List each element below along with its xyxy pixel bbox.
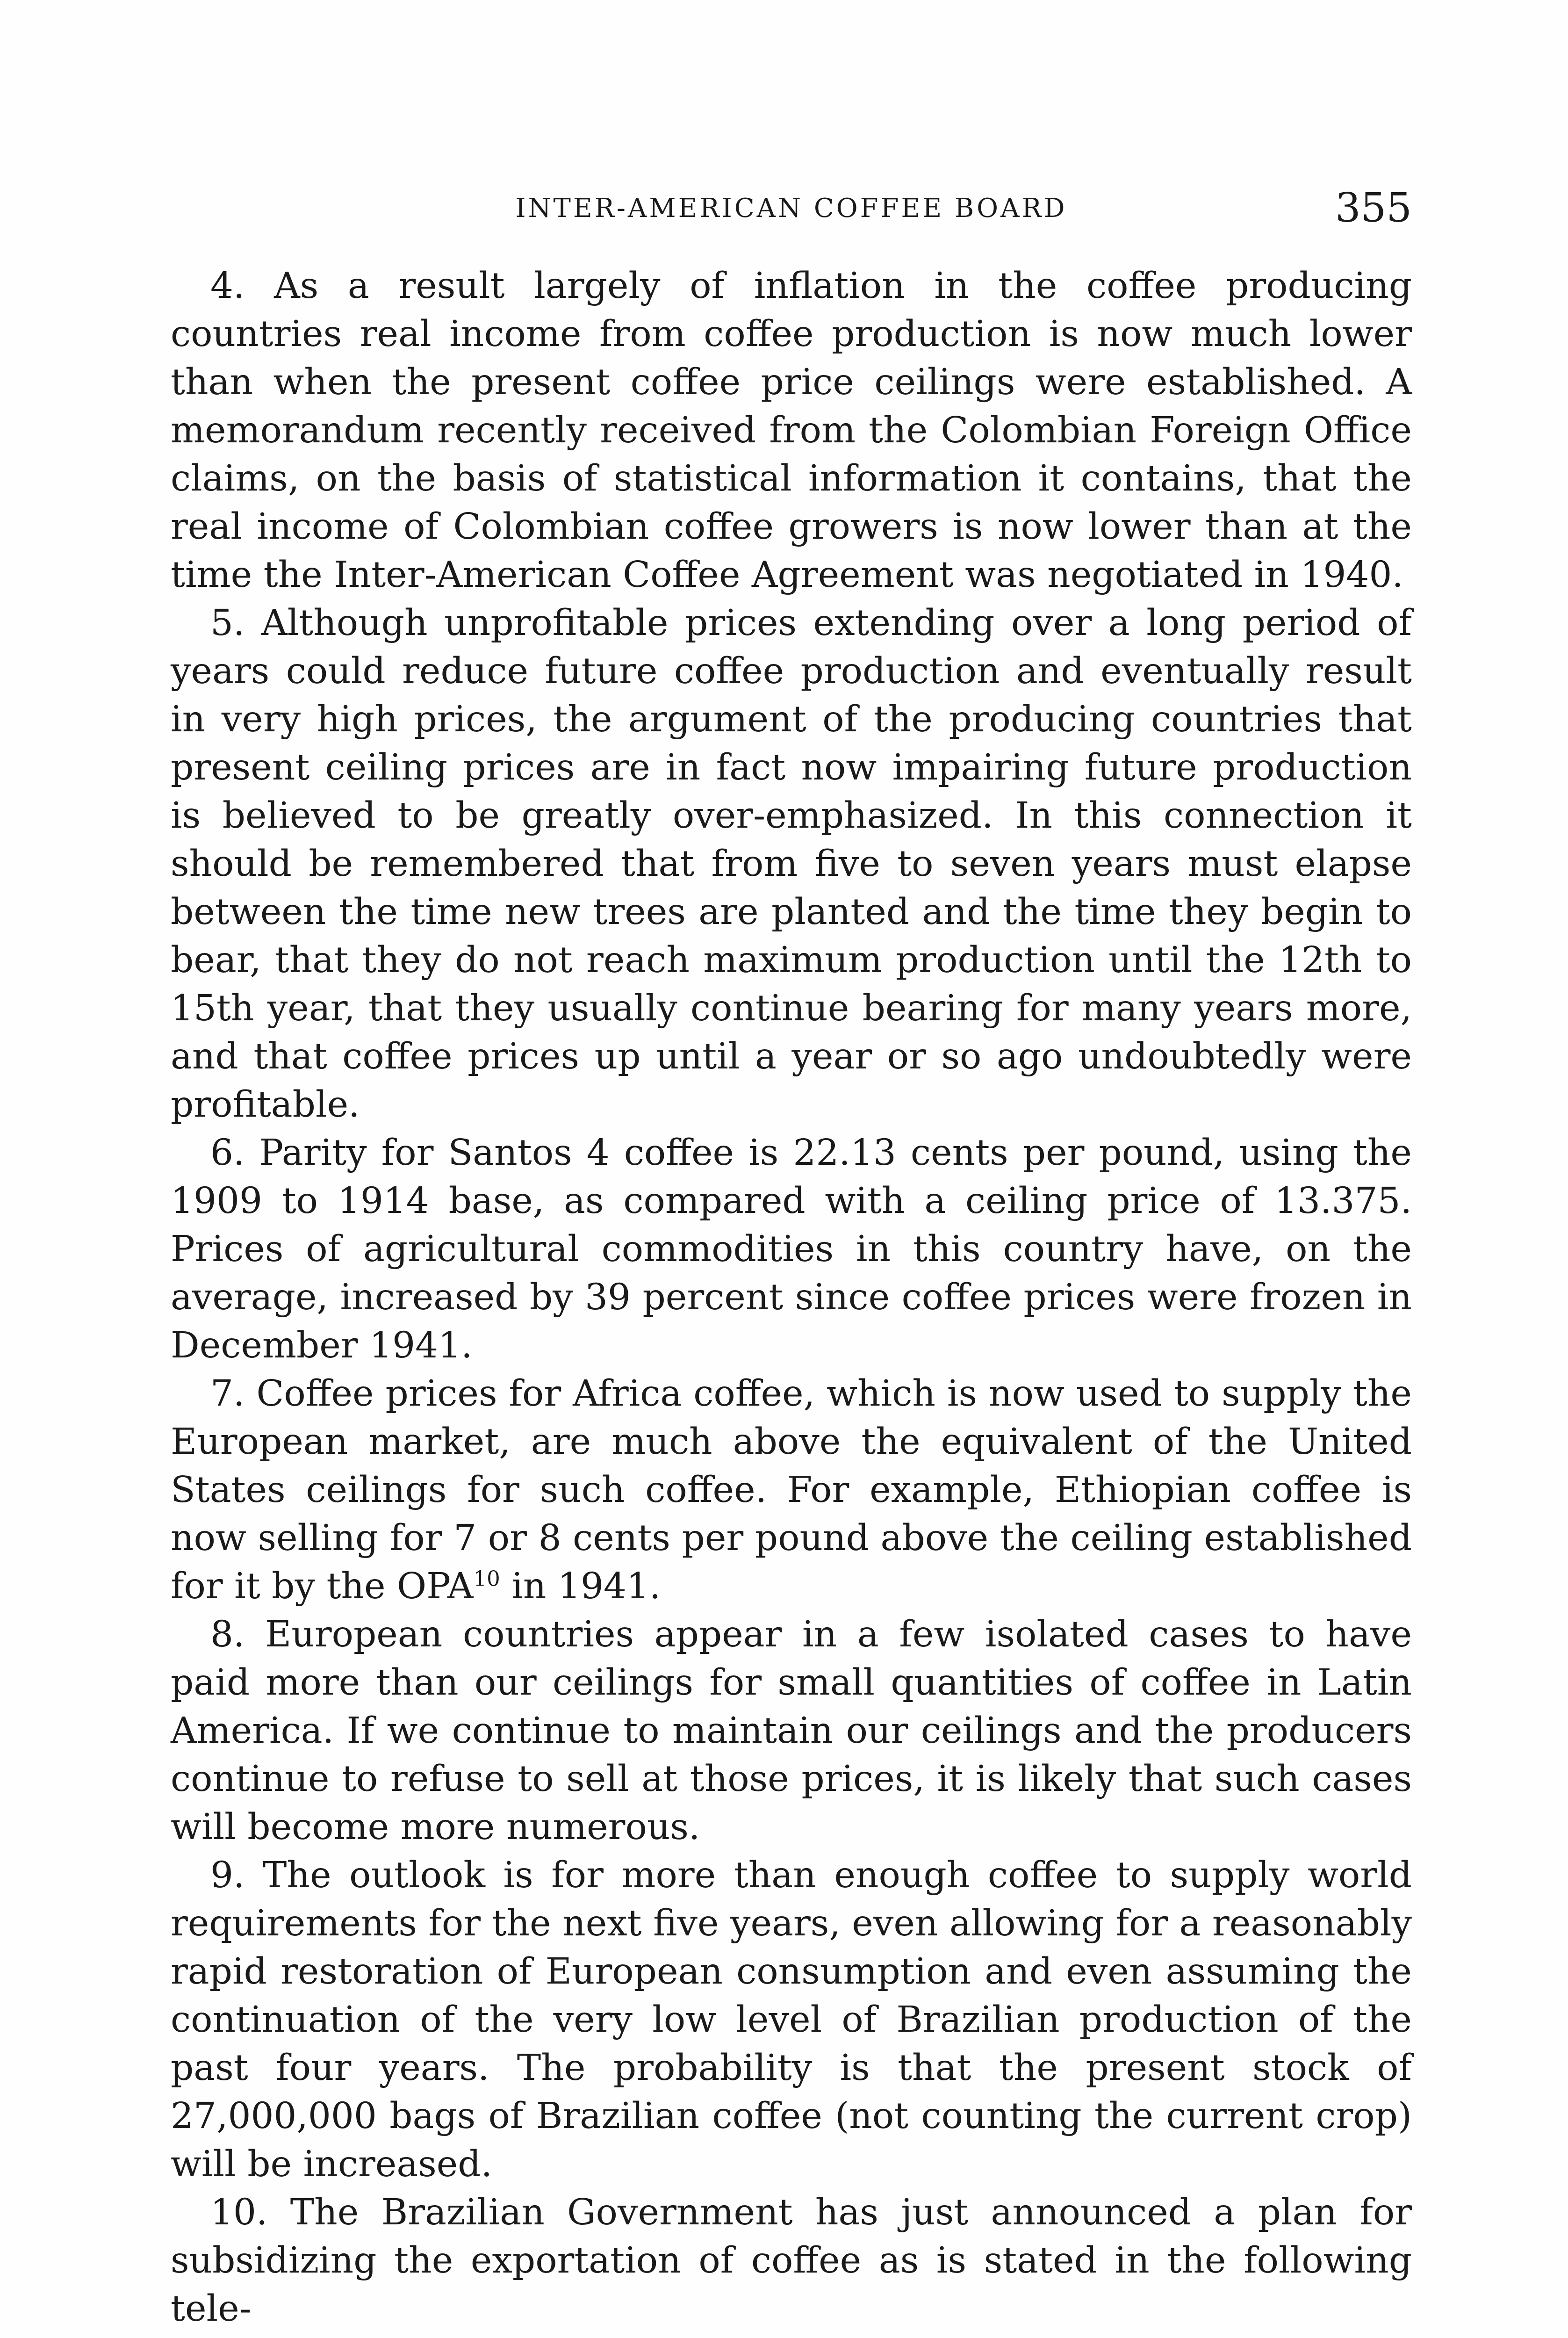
running-head bbox=[171, 185, 1412, 241]
paragraph-8: 8. European countries appear in a few isolated cases to have paid more than our ceilings for small quantities of coffee in Latin America. If we continue to maintain our ceilings and the producers continue to refuse to sell at those prices, it is likely that such cases will become more numerous. bbox=[171, 1614, 1412, 1848]
paragraph-9: 9. The outlook is for more than enough coffee to supply world requirements for the next five years, even allowing for a reasonably rapid restoration of European consumption and even assuming the continuation of the very low level of Brazilian production of the past four years. The probability is that the present stock of 27,000,000 bags of Brazilian coffee (not counting the current crop) will be increased. bbox=[171, 1855, 1412, 2185]
paragraph-5: 5. Although unprofitable prices extending over a long period of years could reduce future coffee production and eventually result in very high prices, the argument of the producing countries that present ceiling prices are in fact now impairing future production is believed to be greatly over-emphasized. In this connection it should be remembered that from five to seven years must elapse between the time new trees are planted and the time they begin to bear, that they do not reach maximum production until the 12th to 15th year, that they usually continue bearing for many years more, and that coffee prices up until a year or so ago undoubtedly were profitable. bbox=[171, 602, 1412, 1126]
paragraph-6: 6. Parity for Santos 4 coffee is 22.13 cents per pound, using the 1909 to 1914 base, as compared with a ceiling price of 13.375. Prices of agricultural commodities in this country have, on the average, increased by 39 percent since coffee prices were frozen in December 1941. bbox=[171, 1132, 1412, 1366]
paragraph-7-text: 7. Coffee prices for Africa coffee, which is now used to supply the European market, are much above the equivalent of the United States ceilings for such coffee. For example, Ethiopian coffee is now selling for 7 or 8 cents per pound above the ceiling established for it by the OPA bbox=[171, 1373, 1412, 1607]
paragraph-4: 4. As a result largely of inflation in the coffee producing countries real income from coffee production is now much lower than when the present coffee price ceilings were established. A memorandum recently received from the Colombian Foreign Office claims, on the basis of statistical information it contains, that the real income of Colombian coffee growers is now lower than at the time the Inter-American Coffee Agreement was negotiated in 1940. bbox=[171, 265, 1412, 596]
paragraph-10: 10. The Brazilian Government has just announced a plan for subsidizing the exportation of coffee as is stated in the following tele- bbox=[171, 2192, 1412, 2330]
paragraph-7-text-end: in 1941. bbox=[500, 1566, 661, 1607]
paragraph-7 bbox=[171, 1370, 1412, 1610]
page-number: 355 bbox=[1335, 185, 1412, 231]
body-text bbox=[171, 262, 1412, 2333]
running-head-title: INTER-AMERICAN COFFEE BOARD bbox=[515, 193, 1067, 224]
footnote-reference: 10 bbox=[473, 1566, 500, 1591]
